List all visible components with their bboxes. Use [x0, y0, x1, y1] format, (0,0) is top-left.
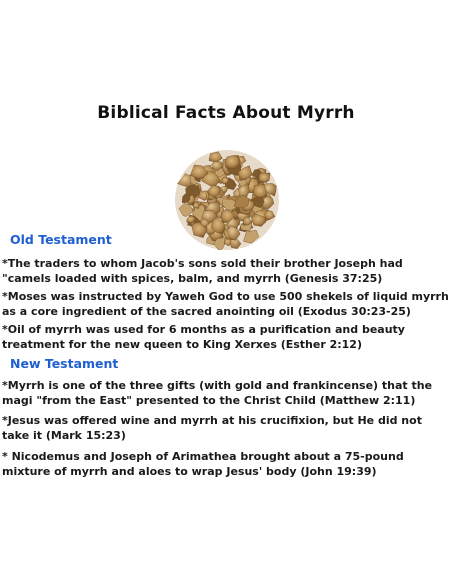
- heading-new-testament: New Testament: [10, 356, 119, 371]
- page-title: Biblical Facts About Myrrh: [97, 103, 355, 123]
- fact-genesis: *The traders to whom Jacob's sons sold their brother Joseph had "camels loaded with spices, balm, and myrrh (Genesis 37:25): [2, 257, 403, 285]
- fact-mark: *Jesus was offered wine and myrrh at his crucifixion, but He did not take it (Mark 15:23): [2, 414, 422, 442]
- heading-old-testament: Old Testament: [10, 232, 112, 247]
- fact-matthew: *Myrrh is one of the three gifts (with gold and frankincense) that the magi "from the East" presented to the Christ Child (Matthew 2:11): [2, 379, 433, 407]
- resin-chunk: [225, 156, 240, 169]
- fact-esther: *Oil of myrrh was used for 6 months as a purification and beauty treatment for the new queen to King Xerxes (Esther 2:12): [2, 323, 405, 351]
- myrrh-image: [172, 144, 282, 254]
- fact-john: * Nicodemus and Joseph of Arimathea brought about a 75-pound mixture of myrrh and aloes to wrap Jesus' body (John 19:39): [2, 450, 404, 478]
- fact-exodus: *Moses was instructed by Yaweh God to use 500 shekels of liquid myrrh as a core ingredient of the sacred anointing oil (Exodus 30:23-25): [2, 290, 449, 318]
